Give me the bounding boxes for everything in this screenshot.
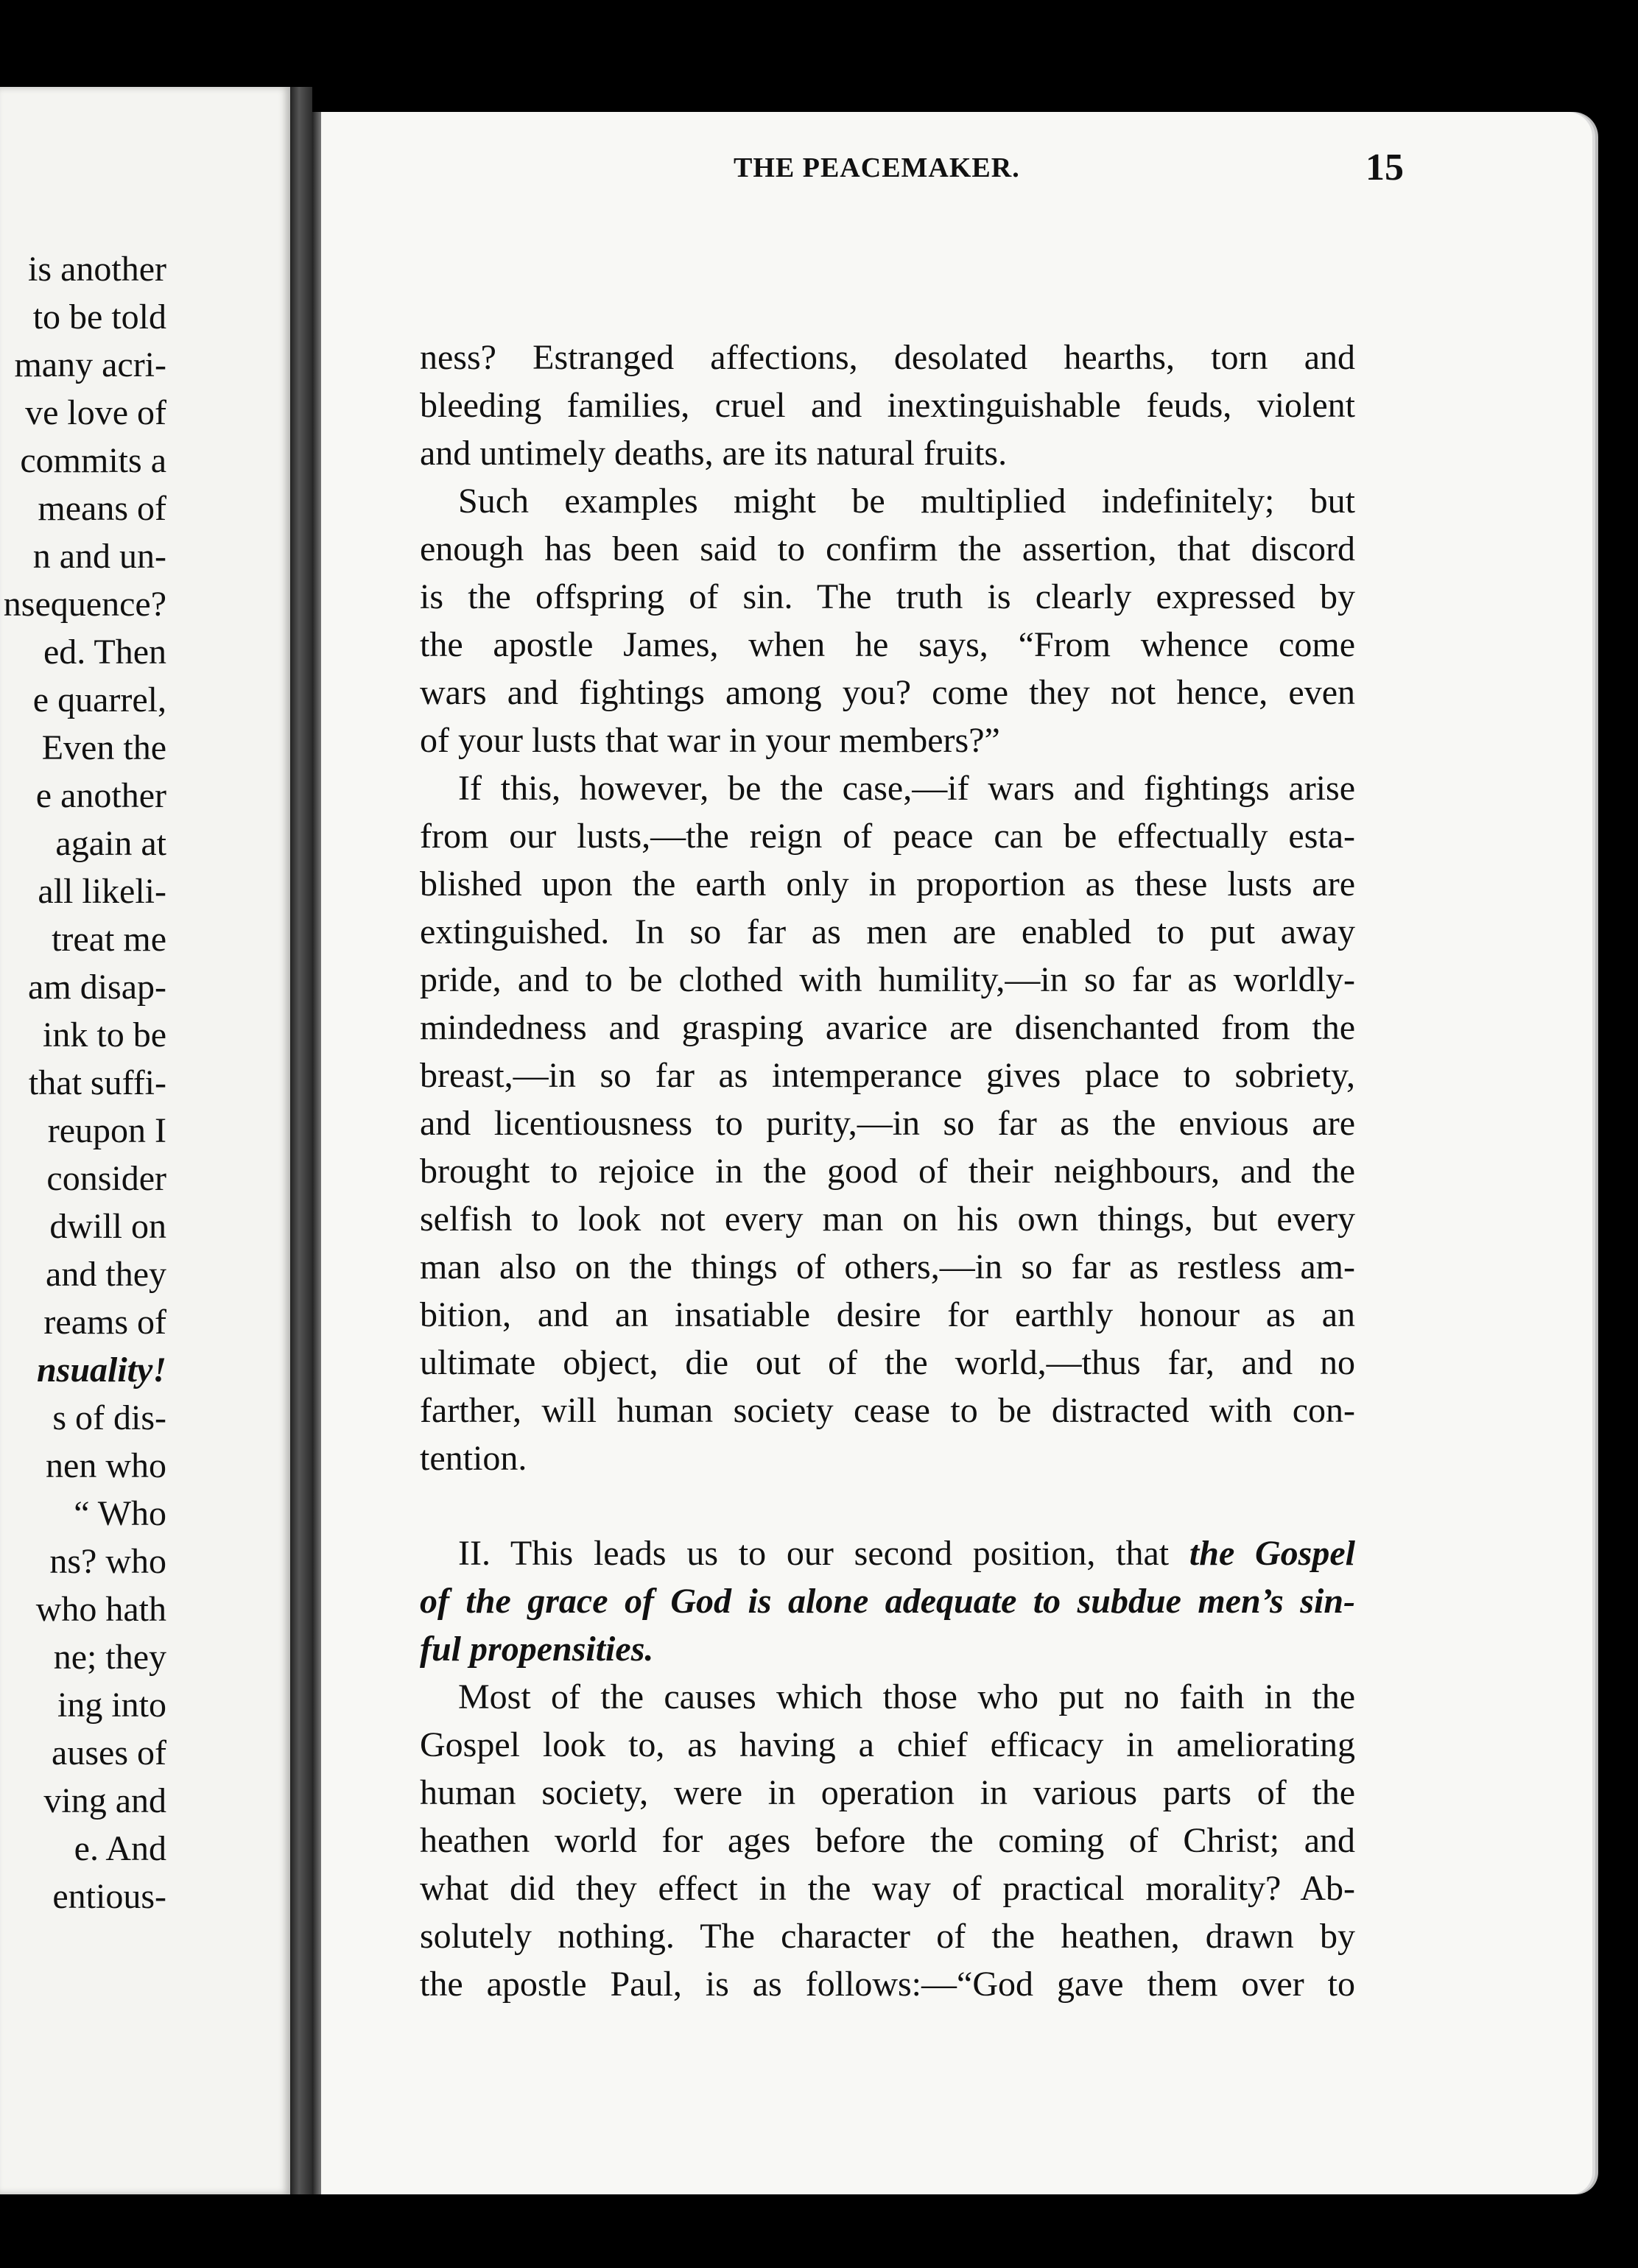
left-page-line: to be told — [32, 297, 166, 337]
left-page-line: nsuality! — [36, 1350, 166, 1390]
text-line: breast,—in so far as intemperance gives place to sobriety, — [420, 1056, 1355, 1095]
text-line: ultimate object, die out of the world,—thus far, and no — [420, 1343, 1355, 1382]
text-line: wars and fightings among you? come they not hence, even — [420, 673, 1355, 712]
left-page-line: reupon I — [47, 1111, 166, 1150]
text-line: selfish to look not every man on his own things, but every — [420, 1200, 1355, 1239]
text-line: tention. — [420, 1439, 527, 1478]
left-page-line: all likeli- — [38, 872, 166, 911]
italic-text: the Gospel — [1189, 1534, 1355, 1573]
text-line: bition, and an insatiable desire for earthly honour as an — [420, 1295, 1355, 1334]
left-page-line: ink to be — [43, 1015, 166, 1054]
left-page-line: ne; they — [53, 1638, 166, 1677]
left-page-line: means of — [38, 489, 166, 528]
running-head — [424, 146, 1404, 197]
italic-text: ful propensities. — [420, 1630, 654, 1669]
previous-page — [0, 87, 290, 2194]
left-page-line: dwill on — [49, 1207, 166, 1246]
text-line: II. This leads us to our second position, that the Gospel — [458, 1534, 1355, 1573]
text-line: bleeding families, cruel and inextinguishable feuds, violent — [420, 386, 1355, 425]
left-page-line: ing into — [57, 1686, 166, 1725]
left-page-line: ve love of — [25, 393, 166, 432]
text-line: the apostle James, when he says, “From whence come — [420, 625, 1355, 664]
text-line: Gospel look to, as having a chief efficacy in ameliorating — [420, 1725, 1355, 1764]
left-page-line: e another — [35, 776, 166, 815]
left-page-line: ed. Then — [43, 633, 166, 672]
italic-text: of the grace of God is alone adequate to subdue men’s sin- — [420, 1582, 1355, 1621]
text-line: man also on the things of others,—in so far as restless am- — [420, 1247, 1355, 1286]
left-page-line: e. And — [74, 1829, 166, 1868]
left-page-line: that suffi- — [28, 1063, 166, 1102]
left-page-line: nen who — [46, 1446, 166, 1485]
text-line: Such examples might be multiplied indefinitely; but — [458, 482, 1355, 521]
left-page-line: treat me — [52, 920, 166, 959]
text-line: farther, will human society cease to be distracted with con- — [420, 1391, 1355, 1430]
text-line: of your lusts that war in your members?” — [420, 721, 1000, 760]
left-page-line: ns? who — [49, 1542, 166, 1581]
left-page-line: ving and — [43, 1781, 166, 1820]
left-page-line: again at — [55, 824, 166, 863]
text-line: is the offspring of sin. The truth is clearly expressed by — [420, 577, 1355, 616]
left-page-line: commits a — [20, 441, 166, 480]
left-page-line: entious- — [52, 1877, 166, 1916]
book-gutter — [290, 87, 312, 2194]
left-page-line: reams of — [43, 1303, 166, 1342]
text-line: ness? Estranged affections, desolated hearths, torn and — [420, 338, 1355, 377]
left-page-line: n and un- — [32, 537, 166, 576]
text-line: brought to rejoice in the good of their neighbours, and the — [420, 1152, 1355, 1191]
text-line: If this, however, be the case,—if wars and fightings arise — [458, 769, 1355, 808]
text-line: solutely nothing. The character of the heathen, drawn by — [420, 1917, 1355, 1956]
left-page-line: am disap- — [28, 968, 166, 1007]
text-line: mindedness and grasping avarice are disenchanted from the — [420, 1008, 1355, 1047]
left-page-line: is another — [28, 250, 166, 289]
left-page-line: consider — [46, 1159, 166, 1198]
text-line: the apostle Paul, is as follows:—“God gave them over to — [420, 1965, 1355, 2004]
text-line: what did they effect in the way of practical morality? Ab- — [420, 1869, 1355, 1908]
page-number: 15 — [1365, 147, 1404, 189]
left-page-line: “ Who — [74, 1494, 166, 1533]
text-line: and licentiousness to purity,—in so far as the envious are — [420, 1104, 1355, 1143]
left-page-line: and they — [46, 1255, 166, 1294]
left-page-line: e quarrel, — [32, 680, 166, 719]
left-page-line: who hath — [35, 1590, 166, 1629]
left-page-line: nsequence? — [3, 585, 166, 624]
left-page-line: s of dis- — [52, 1398, 166, 1437]
text-line: pride, and to be clothed with humility,—in so far as worldly- — [420, 960, 1355, 999]
text-line: heathen world for ages before the coming of Christ; and — [420, 1821, 1355, 1860]
left-page-line: many acri- — [14, 345, 166, 384]
left-page-line: Even the — [41, 728, 166, 767]
running-title: THE PEACEMAKER. — [734, 152, 1020, 183]
text-line: human society, were in operation in various parts of the — [420, 1773, 1355, 1812]
text-line: enough has been said to confirm the assertion, that discord — [420, 529, 1355, 568]
text-line: and untimely deaths, are its natural fruits. — [420, 434, 1008, 473]
text-line: Most of the causes which those who put no faith in the — [458, 1677, 1355, 1716]
text-line: blished upon the earth only in proportion as these lusts are — [420, 864, 1355, 904]
text-line — [420, 1626, 1355, 1673]
text-line: from our lusts,—the reign of peace can be effectually esta- — [420, 817, 1355, 856]
left-page-line: auses of — [52, 1733, 166, 1772]
text-line — [420, 1578, 1355, 1625]
text-line: extinguished. In so far as men are enabled to put away — [420, 912, 1355, 951]
